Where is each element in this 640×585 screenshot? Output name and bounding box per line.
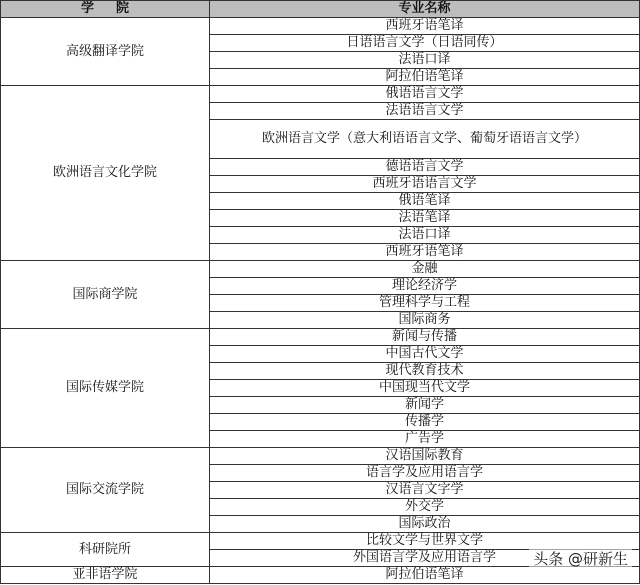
major-cell: 德语语言文学 bbox=[210, 159, 640, 176]
major-cell: 传播学 bbox=[210, 414, 640, 431]
major-cell: 新闻学 bbox=[210, 397, 640, 414]
major-cell: 日语语言文学（日语同传） bbox=[210, 35, 640, 52]
major-cell: 汉语言文字学 bbox=[210, 482, 640, 499]
table-header-row bbox=[1, 1, 640, 18]
major-cell: 俄语语言文学 bbox=[210, 86, 640, 103]
table-row bbox=[1, 567, 640, 584]
major-cell: 法语笔译 bbox=[210, 210, 640, 227]
major-cell: 管理科学与工程 bbox=[210, 295, 640, 312]
major-cell: 比较文学与世界文学 bbox=[210, 533, 640, 550]
major-cell: 理论经济学 bbox=[210, 278, 640, 295]
college-cell: 国际交流学院 bbox=[1, 448, 210, 533]
college-cell: 亚非语学院 bbox=[1, 567, 210, 584]
table-row bbox=[1, 18, 640, 35]
major-cell: 金融 bbox=[210, 261, 640, 278]
major-cell: 西班牙语笔译 bbox=[210, 18, 640, 35]
major-cell: 现代教育技术 bbox=[210, 363, 640, 380]
major-cell: 法语语言文学 bbox=[210, 103, 640, 120]
watermark: 头条 @研新生 bbox=[529, 548, 632, 569]
major-cell: 中国古代文学 bbox=[210, 346, 640, 363]
table-body bbox=[1, 18, 640, 584]
table-row bbox=[1, 261, 640, 278]
major-cell: 新闻与传播 bbox=[210, 329, 640, 346]
major-cell: 外交学 bbox=[210, 499, 640, 516]
major-cell: 语言学及应用语言学 bbox=[210, 465, 640, 482]
major-column-header: 专业名称 bbox=[210, 1, 640, 18]
table-row bbox=[1, 533, 640, 550]
major-cell: 国际商务 bbox=[210, 312, 640, 329]
table-row bbox=[1, 448, 640, 465]
major-cell: 西班牙语语言文学 bbox=[210, 176, 640, 193]
college-cell: 科研院所 bbox=[1, 533, 210, 567]
major-cell: 中国现当代文学 bbox=[210, 380, 640, 397]
college-column-header: 学院 bbox=[1, 1, 210, 18]
major-cell: 欧洲语言文学（意大利语语言文学、葡萄牙语语言文学） bbox=[210, 120, 640, 159]
major-cell: 阿拉伯语笔译 bbox=[210, 69, 640, 86]
table-row bbox=[1, 86, 640, 103]
major-cell: 阿拉伯语笔译 bbox=[210, 567, 640, 584]
college-cell: 国际商学院 bbox=[1, 261, 210, 329]
college-cell: 高级翻译学院 bbox=[1, 18, 210, 86]
college-cell: 国际传媒学院 bbox=[1, 329, 210, 448]
major-cell: 俄语笔译 bbox=[210, 193, 640, 210]
major-cell: 外国语言学及应用语言学 bbox=[210, 550, 640, 567]
table-row bbox=[1, 329, 640, 346]
major-cell: 广告学 bbox=[210, 431, 640, 448]
major-cell: 法语口译 bbox=[210, 52, 640, 69]
major-cell: 法语口译 bbox=[210, 227, 640, 244]
college-cell: 欧洲语言文化学院 bbox=[1, 86, 210, 261]
major-cell: 汉语国际教育 bbox=[210, 448, 640, 465]
major-cell: 西班牙语笔译 bbox=[210, 244, 640, 261]
major-cell: 国际政治 bbox=[210, 516, 640, 533]
